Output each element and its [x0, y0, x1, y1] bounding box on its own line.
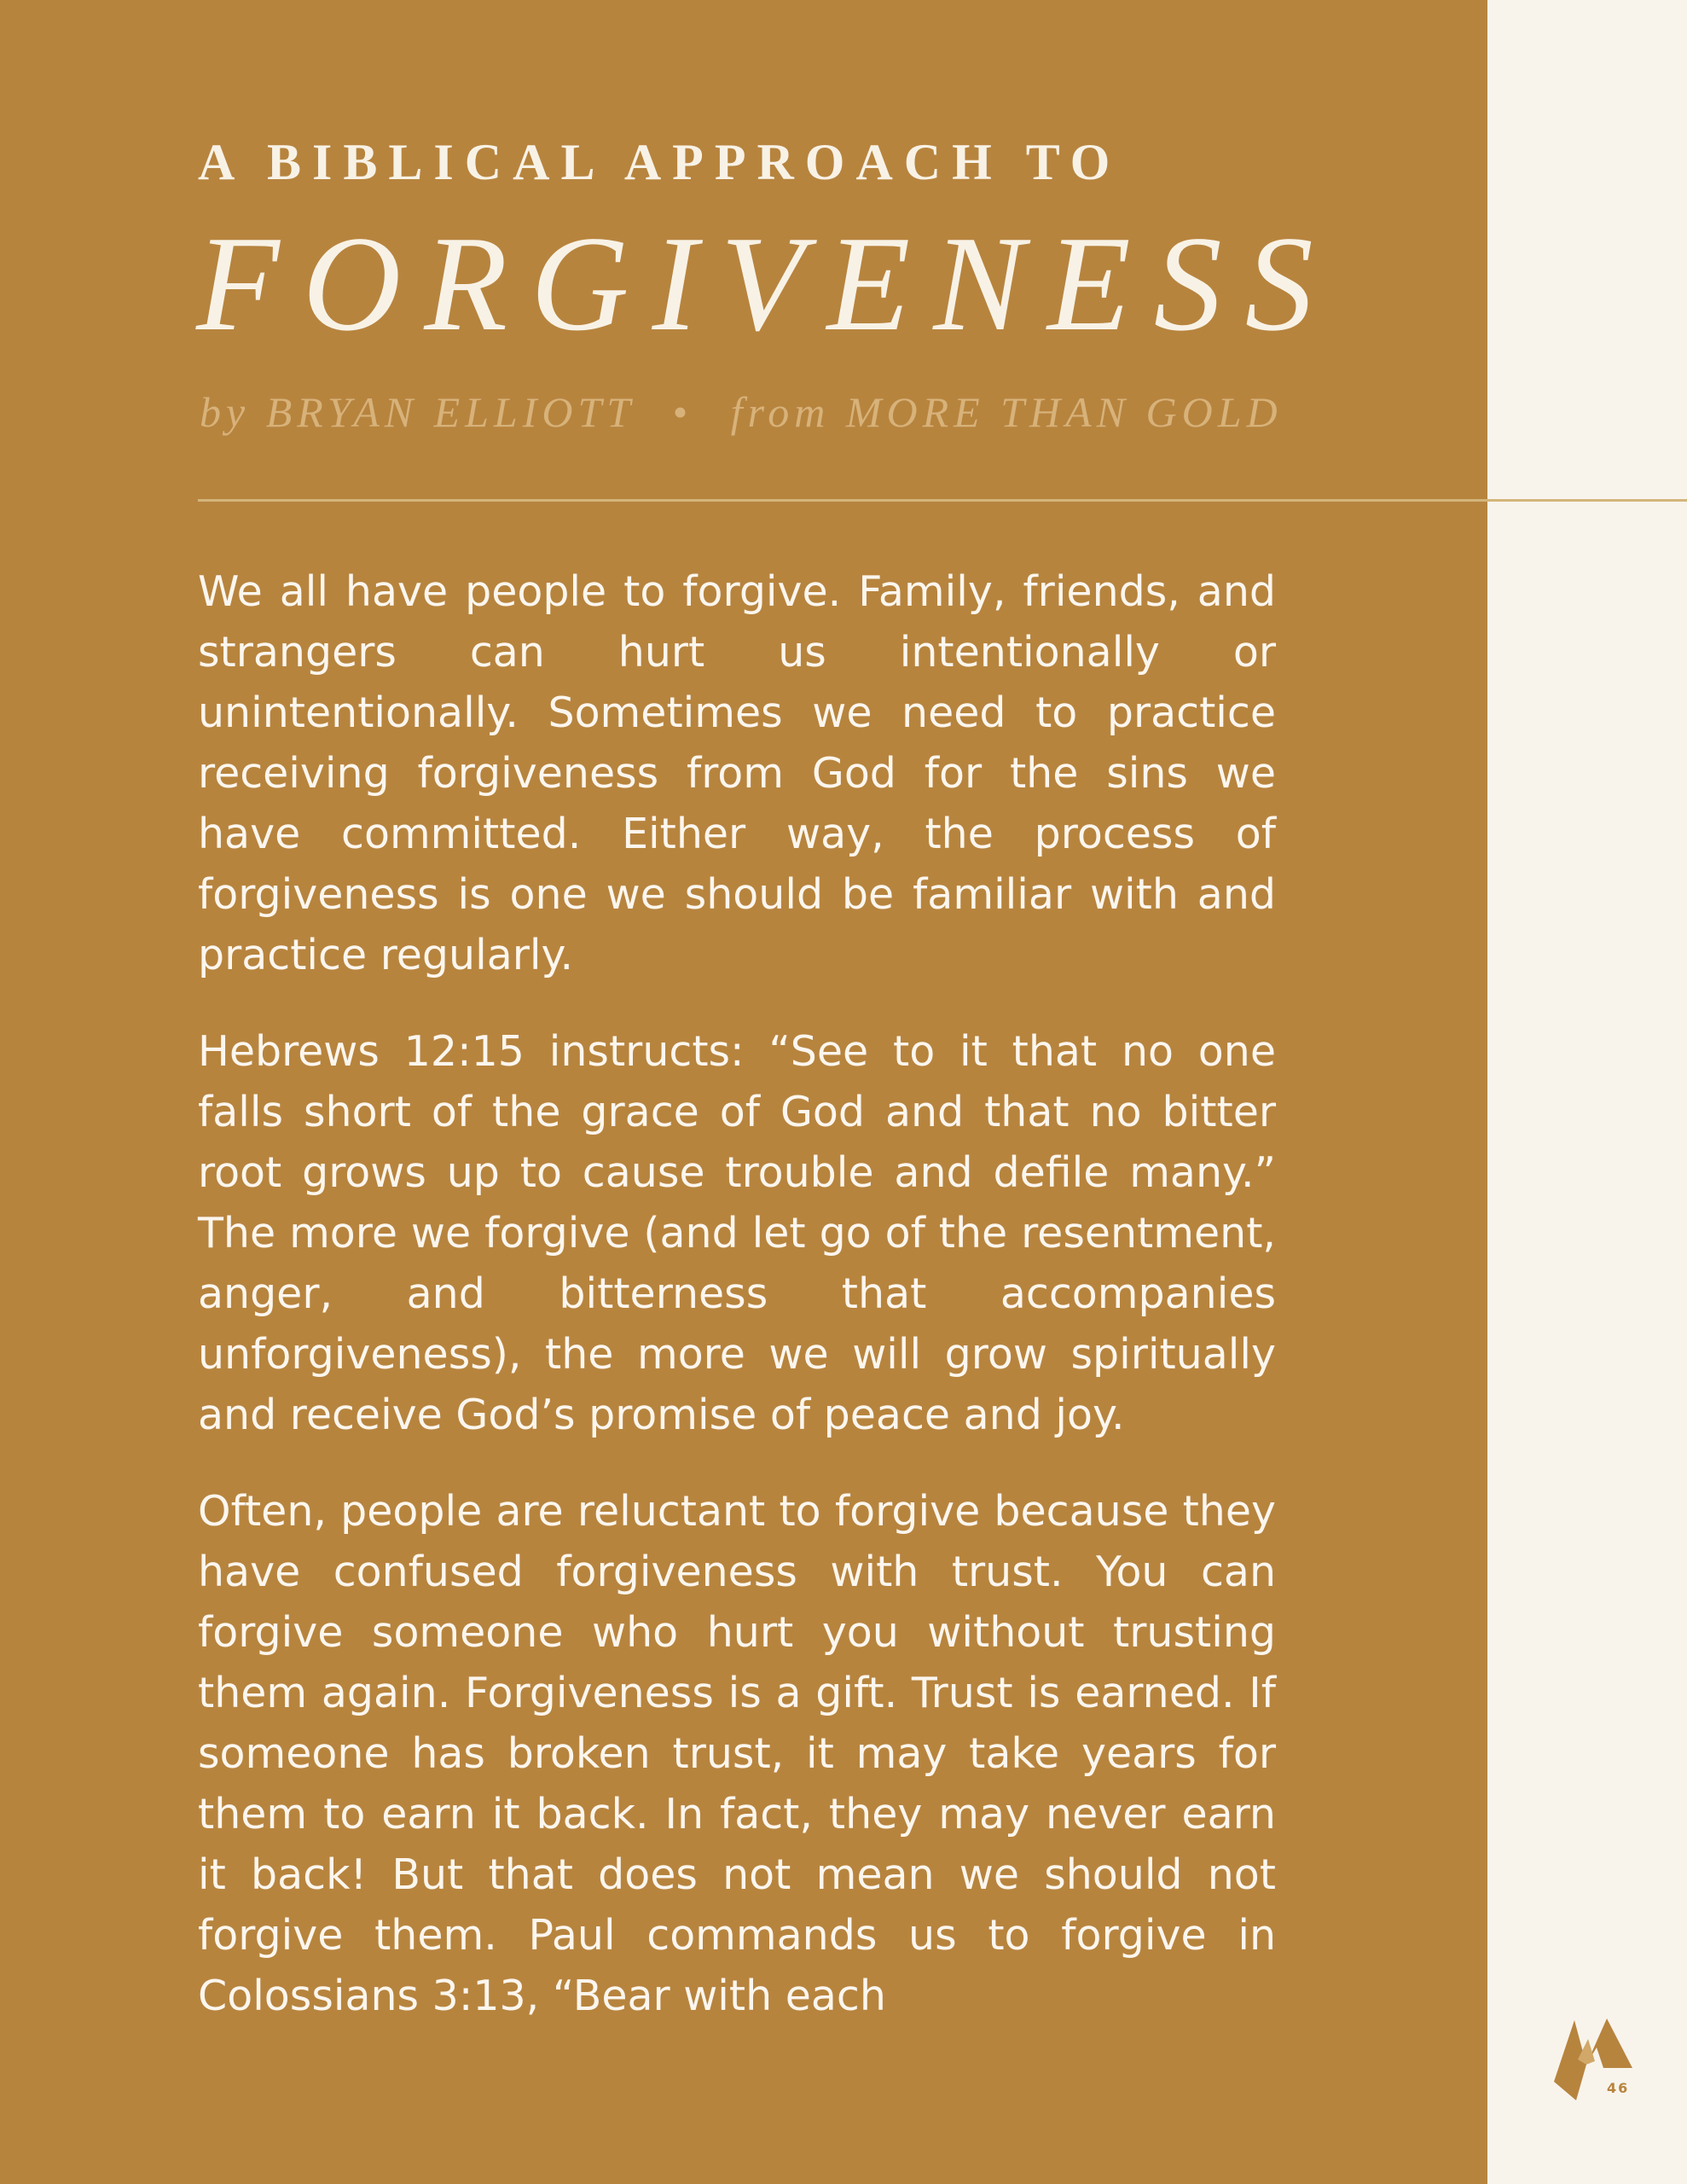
article-paragraph: We all have people to forgive. Family, friends, and strangers can hurt us intentionally or unintentionally. Sometimes we need to practice receiving forgiveness from God for the sins we have committed. Either way, the process of forgiveness is one we should be familiar with and practice regularly.	[198, 567, 1276, 979]
article-byline	[200, 388, 1283, 436]
page-number: 46	[1607, 2080, 1630, 2096]
article-kicker: A BIBLICAL APPROACH TO	[198, 134, 1122, 190]
article-paragraph: Often, people are reluctant to forgive because they have confused forgiveness with trust. You can forgive someone who hurt you without trusting them again. Forgiveness is a gift. Trust is earned. If someone has broken trust, it may take years for them to earn it back. In fact, they may never earn it back! But that does not mean we should not forgive them. Paul commands us to forgive in Colossians 3:13, “Bear with each	[198, 1487, 1276, 2020]
article-title: FORGIVENESS	[196, 207, 1336, 359]
header-rule	[198, 499, 1687, 502]
author-credit: by BRYAN ELLIOTT	[200, 388, 635, 436]
article-paragraph: Hebrews 12:15 instructs: “See to it that no one falls short of the grace of God and that no bitter root grows up to cause trouble and defile many.” The more we forgive (and let go of the resentment, anger, and bitterness that accompanies unforgiveness), the more we will grow spiritually and receive God’s promise of peace and joy.	[198, 1027, 1276, 1439]
source-credit: from MORE THAN GOLD	[730, 388, 1283, 436]
byline-separator: •	[672, 388, 693, 436]
article-body	[198, 561, 1276, 2062]
cream-margin-strip	[1487, 0, 1687, 2184]
